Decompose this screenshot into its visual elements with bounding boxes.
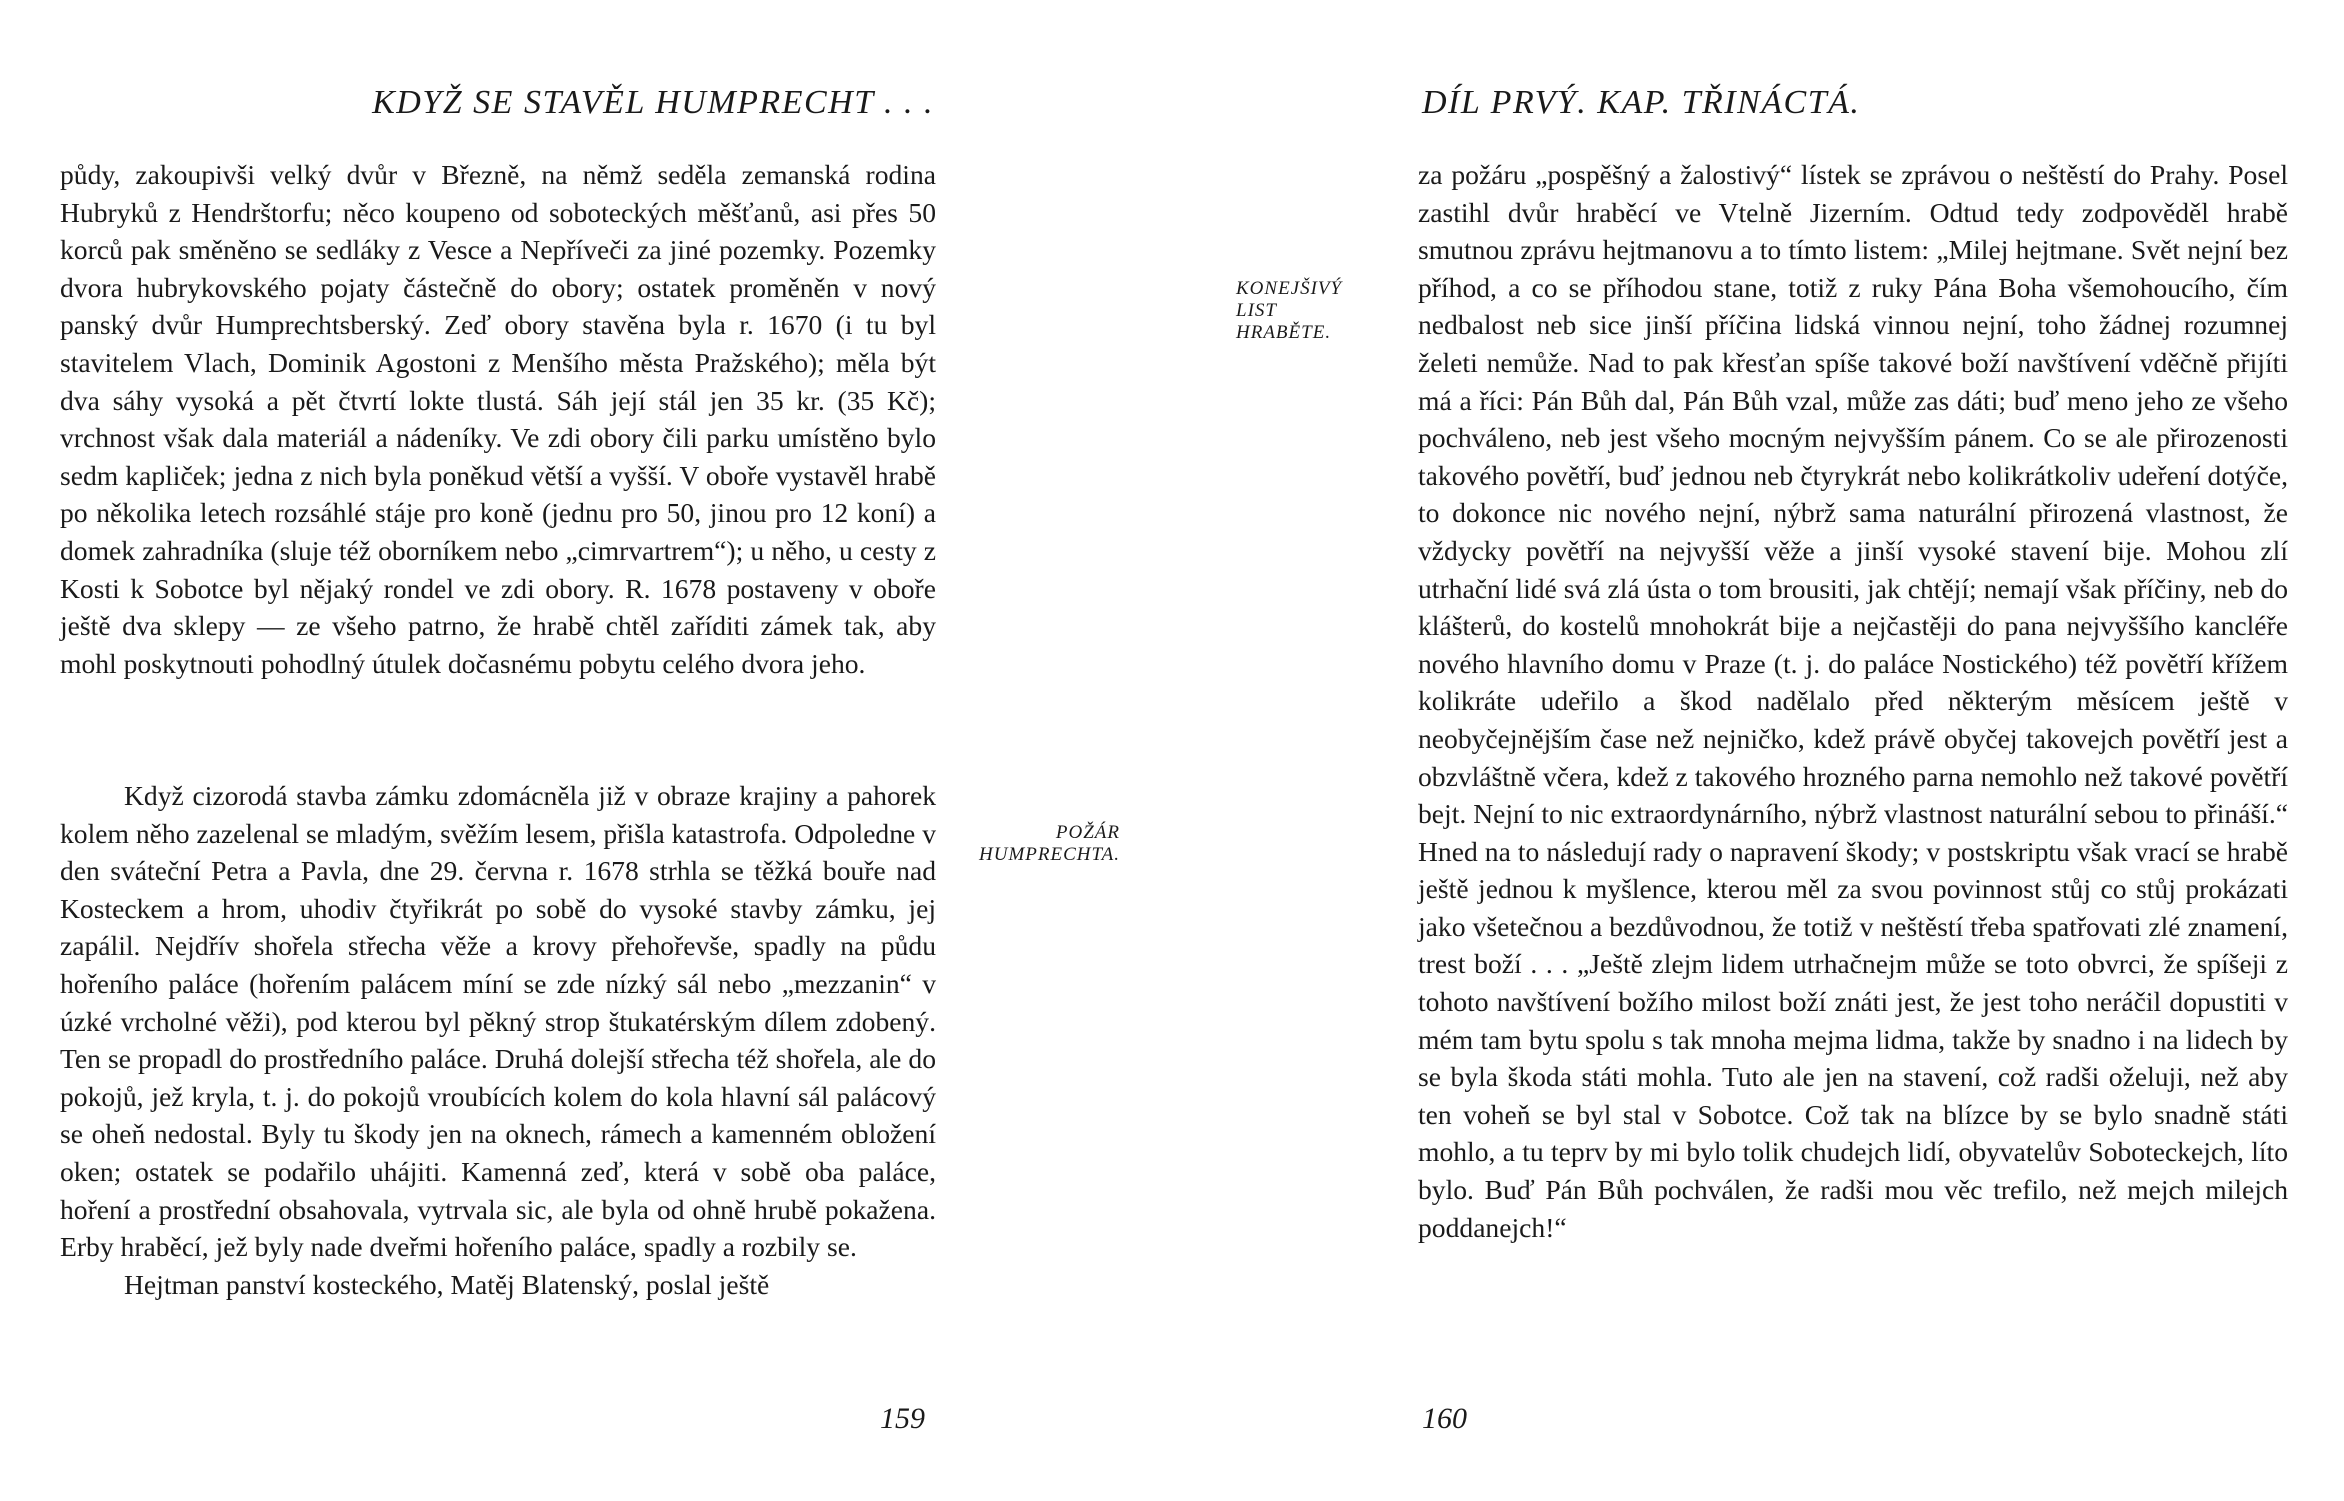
page-number-left: 159 <box>880 1402 925 1435</box>
left-paragraph-2: Když cizorodá stavba zámku zdomácněla již v obraze krajiny a pahorek kolem něho zazelenal se mladým, svěžím lesem, přišla katastrofa. Odpoledne v den sváteční Petra a Pavla, dne 29. června r. 1678 strhla se těžká bouře nad Kosteckem a hrom, uhodiv čtyřikrát po sobě do vysoké stavby zámku, jej zapálil. Nejdřív shořela střecha věže a krovy přehořevše, spadly na půdu hořeního paláce (hořením palácem míní se zde nízký sál nebo „mezzanin“ v úzké vrcholné věži), pod kterou byl pěkný strop štukatérským dílem zdobený. Ten se propadl do prostředního paláce. Druhá dolejší střecha též shořela, ale do pokojů, jež kryla, t. j. do pokojů vroubících kolem do kola hlavní sál palácový se oheň nedostal. Byly tu škody jen na oknech, rámech a kamenném obložení oken; ostatek se podařilo uhájiti. Kamenná zeď, která v sobě oba paláce, hoření a prostřední obsahovala, vytrvala sic, ale byla od ohně hrubě pokažena. Erby hraběcí, jež byly nade dveřmi hořeního paláce, spadly a rozbily se. <box>60 780 936 1263</box>
right-page <box>1172 0 2344 1501</box>
left-text-block-1 <box>60 156 936 682</box>
right-paragraph-1: za požáru „pospěšný a žalostivý“ lístek se zprávou o neštěstí do Prahy. Posel zastihl dvůr hraběcí ve Vtelně Jizerním. Odtud tedy zodpověděl hrabě smutnou zprávu hejtmanovu a to tímto listem: „Milej hejtmane. Svět nejní bez příhod, a co se příhodou stane, totiž z ruky Pána Boha všemohoucího, čím nedbalost neb sice jinší příčina lidská vinnou nejní, toho žádnej rozumnej želeti nemůže. Nad to pak křesťan spíše takové boží navštívení vděčně přijíti má a říci: Pán Bůh dal, Pán Bůh vzal, může zas dáti; buď meno jeho ze všeho pochváleno, neb jest všeho mocným nejvyšším pánem. Co se ale přirozenosti takového povětří, buď jednou neb čtyrykrát nebo kolikrátkoliv udeření dotýče, to dokonce nic nového nejní, nýbrž sama naturální přirozená vlastnost, že vždycky povětří na nejvyšší věže a jinší vysoké stavení bije. Mohou zlí utrhační lidé svá zlá ústa o tom brousiti, jak chtějí; nemají však příčiny, neb do klášterů, do kostelů mnohokrát bije a nejčastěji do pana nejvyššího kancléře nového hlavního domu v Praze (t. j. do paláce Nostického) též povětří křížem kolikráte udeřilo a škod nadělalo před některým měsícem ještě v neobyčejnějším čase než nejničko, kdež právě obyčej takovejch povětří jest a obzvláštně včera, kdež z takového hrozného parna nemohlo než takové povětří bejt. Nejní to nic extraordynárního, nýbrž vlastnost naturální sebou to přináší.“ Hned na to následují rady o napravení škody; v postskriptu však vrací se hrabě ještě jednou k myšlence, kterou měl za svou povinnost stůj co stůj prokázati jako všetečnou a bezdůvodnou, že totiž v neštěstí třeba spatřovati zlé znamení, trest boží . . . „Ještě zlejm lidem utrhačnejm může se toto obvrci, že spíšeji z tohoto navštívení božího milost boží znáti jest, že jest toho neráčil dopustiti v mém tam bytu spolu s tak mnoha mejma lidma, takže by snadno i na lidech by se byla škoda státi mohla. Tuto ale jen na stavení, což radši oželuji, než aby ten voheň se byl stal v Sobotce. Což tak na blízce by se bylo snadně státi mohlo, a tu teprv by mi bylo tolik chudejch lidí, obyvatelův Soboteckejch, líto bylo. Buď Pán Bůh pochválen, že radši mou věc trefilo, než mejch milejch poddanejch!“ <box>1418 159 2288 1243</box>
running-head-left: KDYŽ SE STAVĚL HUMPRECHT . . . <box>372 84 934 121</box>
margin-note-line: KONEJŠIVÝ <box>1236 278 1343 299</box>
margin-note-konejsivy-list <box>1236 278 1426 344</box>
margin-note-line: LIST <box>1236 300 1277 321</box>
margin-note-pozar <box>930 822 1120 866</box>
left-text-block-2 <box>60 777 936 1303</box>
margin-note-line: HRABĚTE. <box>1236 322 1332 343</box>
margin-note-line: POŽÁR <box>1055 822 1120 843</box>
left-paragraph-3: Hejtman panství kosteckého, Matěj Blatenský, poslal ještě <box>124 1268 770 1300</box>
right-text-block-1 <box>1418 156 2288 1246</box>
running-head-right: DÍL PRVÝ. KAP. TŘINÁCTÁ. <box>1422 84 1861 121</box>
margin-note-line: HUMPRECHTA. <box>979 844 1120 865</box>
page-number-right: 160 <box>1422 1402 1467 1435</box>
left-paragraph-1: půdy, zakoupivši velký dvůr v Březně, na němž seděla zemanská rodina Hubryků z Hendrštorfu; něco koupeno od soboteckých měšťanů, asi přes 50 korců pak směněno se sedláky z Vesce a Nepříveči za jiné pozemky. Pozemky dvora hubrykovského pojaty částečně do obory; ostatek proměněn v nový panský dvůr Humprechtsberský. Zeď obory stavěna byla r. 1670 (i tu byl stavitelem Vlach, Dominik Agostoni z Menšího města Pražského); měla být dva sáhy vysoká a pět čtvrtí lokte tlustá. Sáh její stál jen 35 kr. (35 Kč); vrchnost však dala materiál a nádeníky. Ve zdi obory čili parku umístěno bylo sedm kapliček; jedna z nich byla poněkud větší a vyšší. V oboře vystavěl hrabě po několika letech rozsáhlé stáje pro koně (jednu pro 50, jinou pro 12 koní) a domek zahradníka (sluje též oborníkem nebo „cimrvartrem“); u něho, u cesty z Kosti k Sobotce byl nějaký rondel ve zdi obory. R. 1678 postaveny v oboře ještě dva sklepy — ze všeho patrno, že hrabě chtěl zaříditi zámek tak, aby mohl poskytnouti pohodlný útulek dočasnému pobytu celého dvora jeho. <box>60 159 936 679</box>
